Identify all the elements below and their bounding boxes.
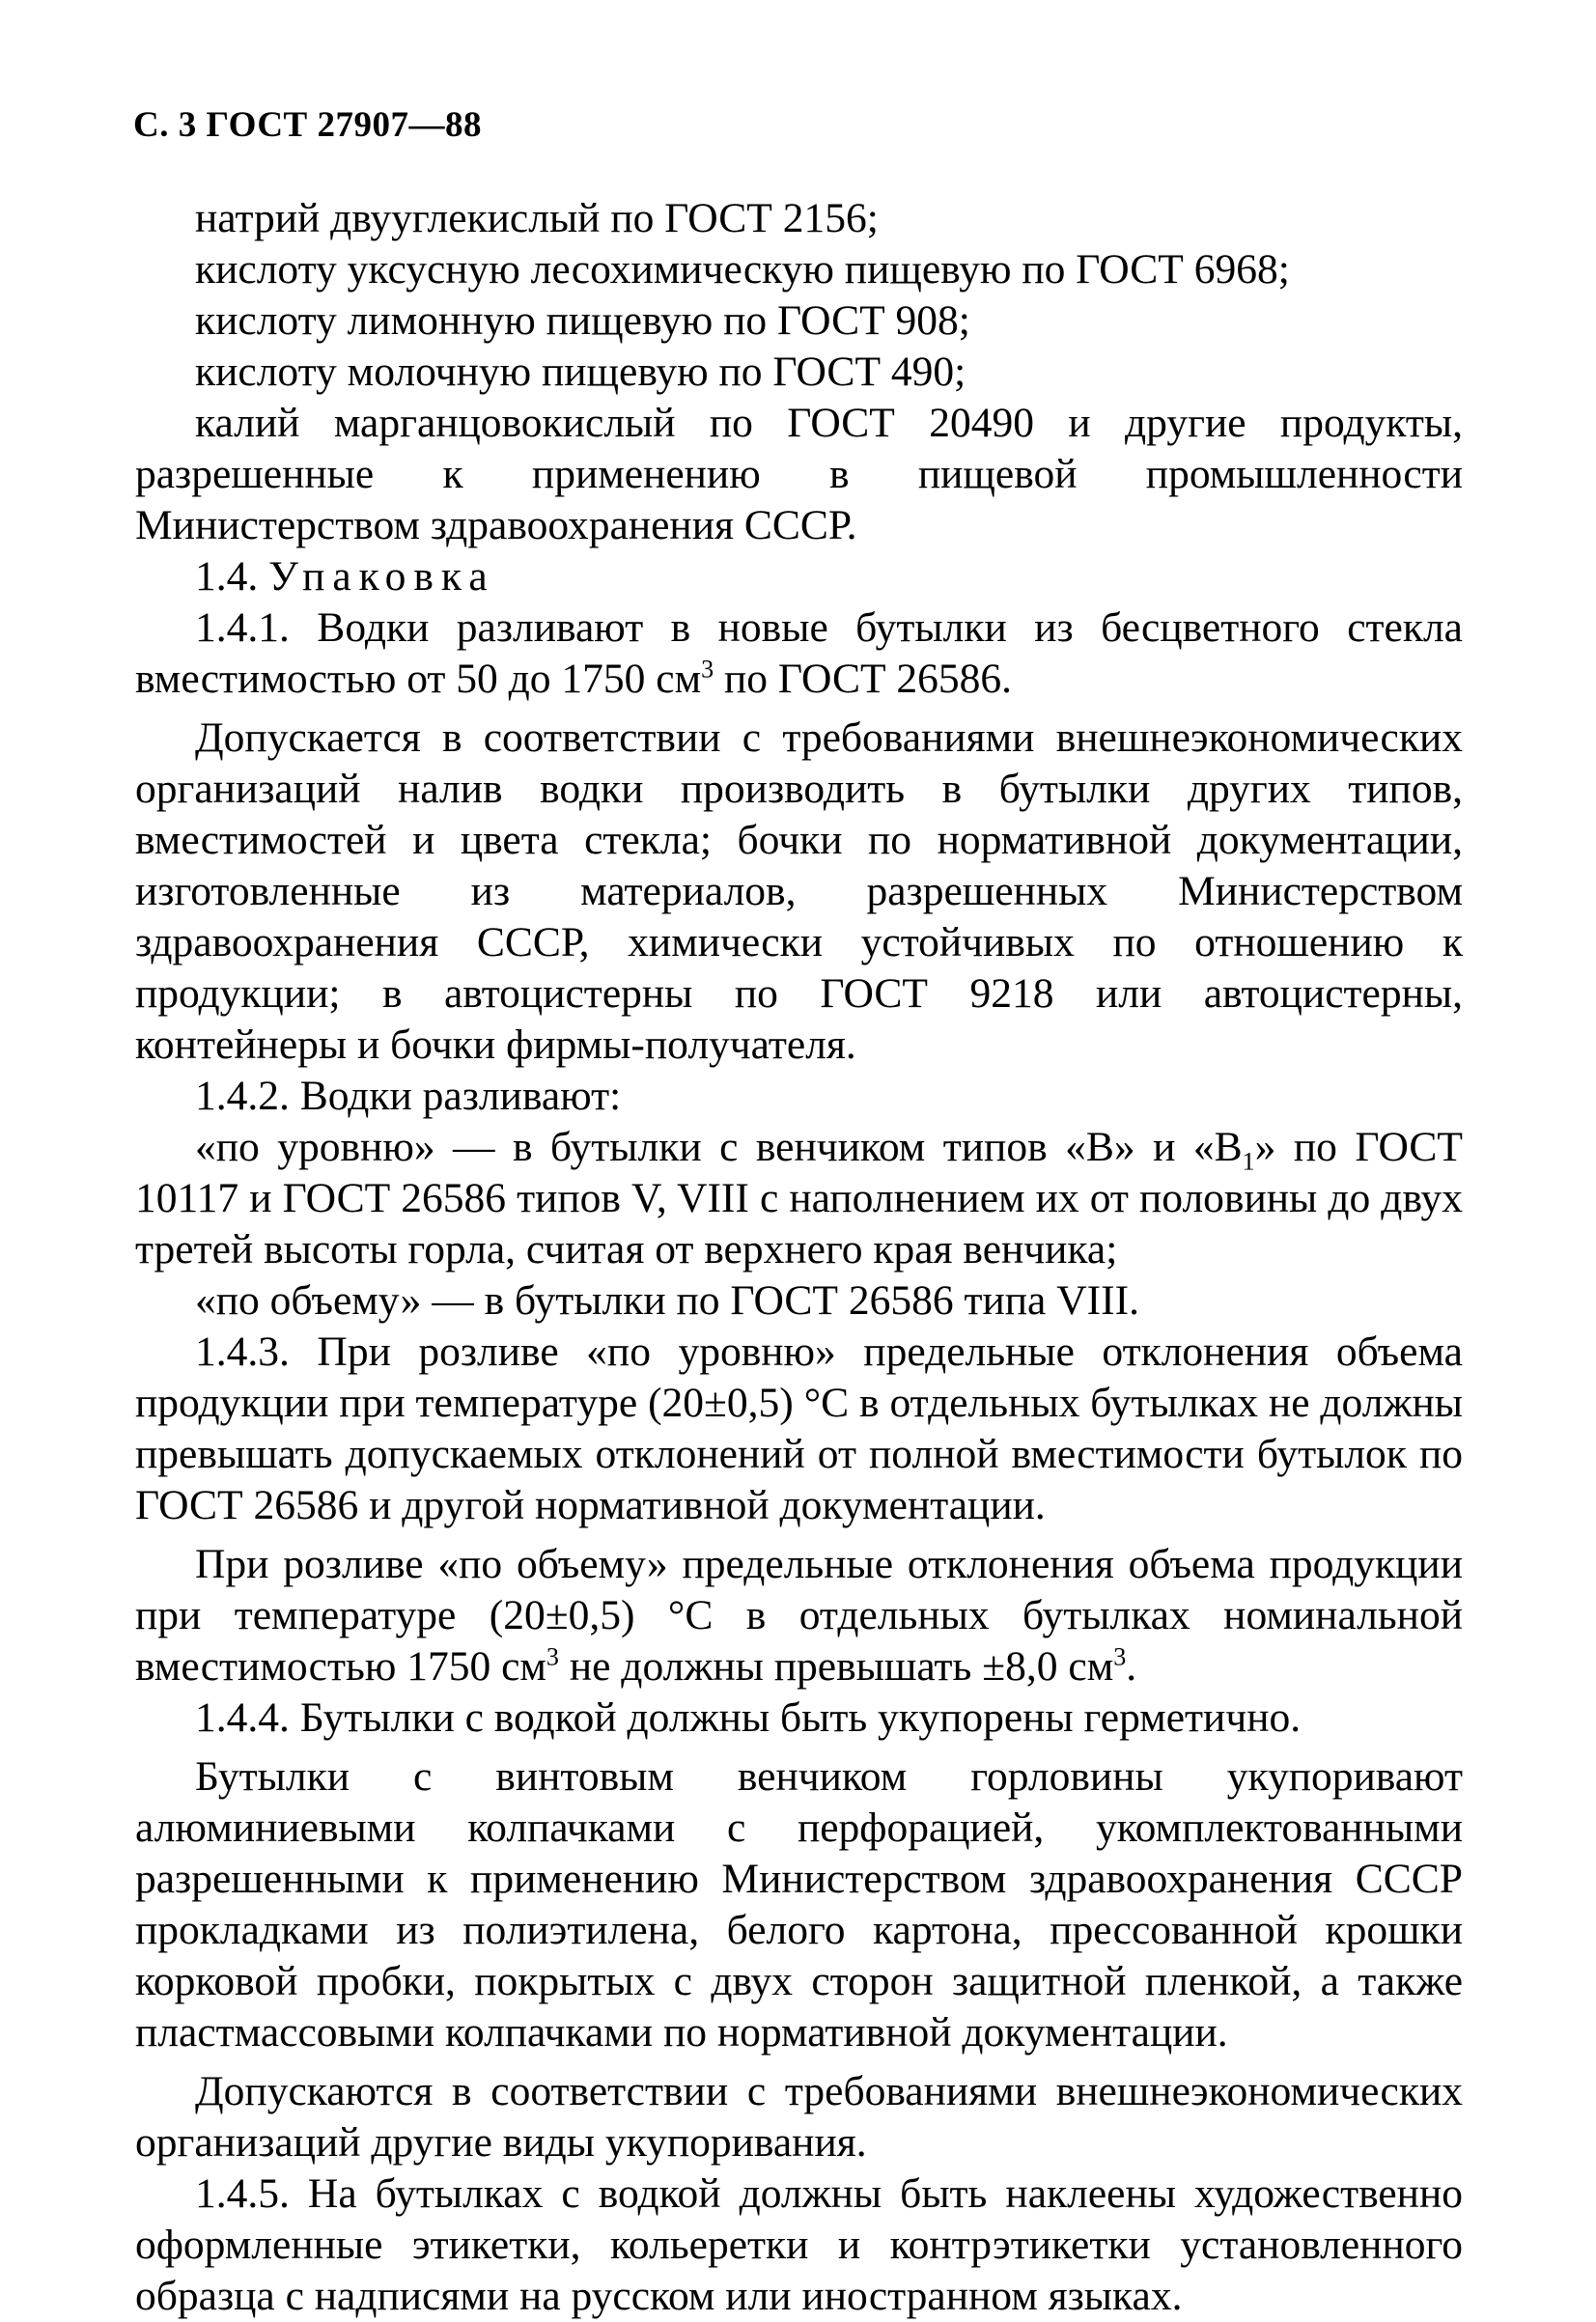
paragraph-1-4-2: 1.4.2. Водки разливают: bbox=[195, 1073, 622, 1119]
paragraph-by-volume: «по объему» — в бутылки по ГОСТ 26586 типа VIII. bbox=[195, 1277, 1139, 1324]
text-segment: . bbox=[1126, 1643, 1137, 1690]
section-title: Упаковка bbox=[268, 553, 495, 600]
text-segment: При розливе «по объему» предельные отклонения объема продукции при температуре (20±0,5) °С в отдельных бутылках номинальной вместимостью 1750 см bbox=[135, 1541, 1463, 1690]
section-number: 1.4. bbox=[195, 553, 259, 600]
text-segment: 1.4.1. Водки разливают в новые бутылки из бесцветного стекла вместимостью от 50 до 1750 см bbox=[135, 604, 1463, 702]
superscript: 3 bbox=[701, 655, 714, 684]
text-segment: » по ГОСТ 10117 и ГОСТ 26586 типов V, VIII с наполнением их от половины до двух третей высоты горла, считая от верхнего края венчика; bbox=[135, 1124, 1463, 1273]
paragraph-potassium-permanganate: калий марганцовокислый по ГОСТ 20490 и другие продукты, разрешенные к применению в пищевой промышленности Министерством здравоохранения СССР. bbox=[135, 400, 1463, 548]
superscript: 3 bbox=[546, 1642, 559, 1671]
paragraph-1-4-5: 1.4.5. На бутылках с водкой должны быть наклеены художественно оформленные этикетки, кольеретки и контрэтикетки установленного образца с надписями на русском или иностранном языках. bbox=[135, 2170, 1463, 2319]
paragraph-1-4-3: 1.4.3. При розливе «по уровню» предельные отклонения объема продукции при температуре (20±0,5) °С в отдельных бутылках не должны превышать допускаемых отклонений от полной вместимости бутылок по ГОСТ 26586 и другой нормативной документации. bbox=[135, 1329, 1463, 1528]
document-body bbox=[135, 193, 1463, 2322]
paragraph-1-4-4: 1.4.4. Бутылки с водкой должны быть укупорены герметично. bbox=[195, 1694, 1302, 1741]
paragraph-1-4-4-caps: Бутылки с винтовым венчиком горловины укупоривают алюминиевыми колпачками с перфорацией, укомплектованными разрешенными к применению Министерством здравоохранения СССР прокладками из полиэтилена, белого картона, прессованной крошки корковой пробки, покрытых с двух сторон защитной пленкой, а также пластмассовыми колпачками по нормативной документации. bbox=[135, 1753, 1463, 2056]
superscript: 3 bbox=[1113, 1642, 1127, 1671]
paragraph-1-4-1 bbox=[135, 602, 1463, 705]
paragraph-citric-acid: кислоту лимонную пищевую по ГОСТ 908; bbox=[195, 297, 970, 344]
text-segment: не должны превышать ±8,0 см bbox=[558, 1643, 1114, 1690]
text-segment: «по уровню» — в бутылки с венчиком типов «В» и «В bbox=[195, 1124, 1243, 1170]
page-header: С. 3 ГОСТ 27907—88 bbox=[133, 105, 482, 145]
paragraph-sodium-bicarbonate: натрий двууглекислый по ГОСТ 2156; bbox=[195, 195, 879, 241]
paragraph-1-4-3-continuation bbox=[135, 1539, 1463, 1693]
paragraph-1-4-4-other: Допускаются в соответствии с требованиями внешнеэкономических организаций другие виды укупоривания. bbox=[135, 2068, 1463, 2166]
section-heading-packaging bbox=[135, 551, 1463, 602]
subscript: 1 bbox=[1242, 1147, 1255, 1176]
paragraph-lactic-acid: кислоту молочную пищевую по ГОСТ 490; bbox=[195, 349, 966, 395]
paragraph-1-4-1-continuation: Допускается в соответствии с требованиями внешнеэкономических организаций налив водки производить в бутылки других типов, вместимостей и цвета стекла; бочки по нормативной документации, изготовленные из материалов, разрешенных Министерством здравоохранения СССР, химически устойчивых по отношению к продукции; в автоцистерны по ГОСТ 9218 или автоцистерны, контейнеры и бочки фирмы-получателя. bbox=[135, 714, 1463, 1068]
text-segment: по ГОСТ 26586. bbox=[714, 656, 1013, 702]
paragraph-by-level bbox=[135, 1122, 1463, 1275]
paragraph-acetic-acid: кислоту уксусную лесохимическую пищевую по ГОСТ 6968; bbox=[195, 246, 1290, 293]
